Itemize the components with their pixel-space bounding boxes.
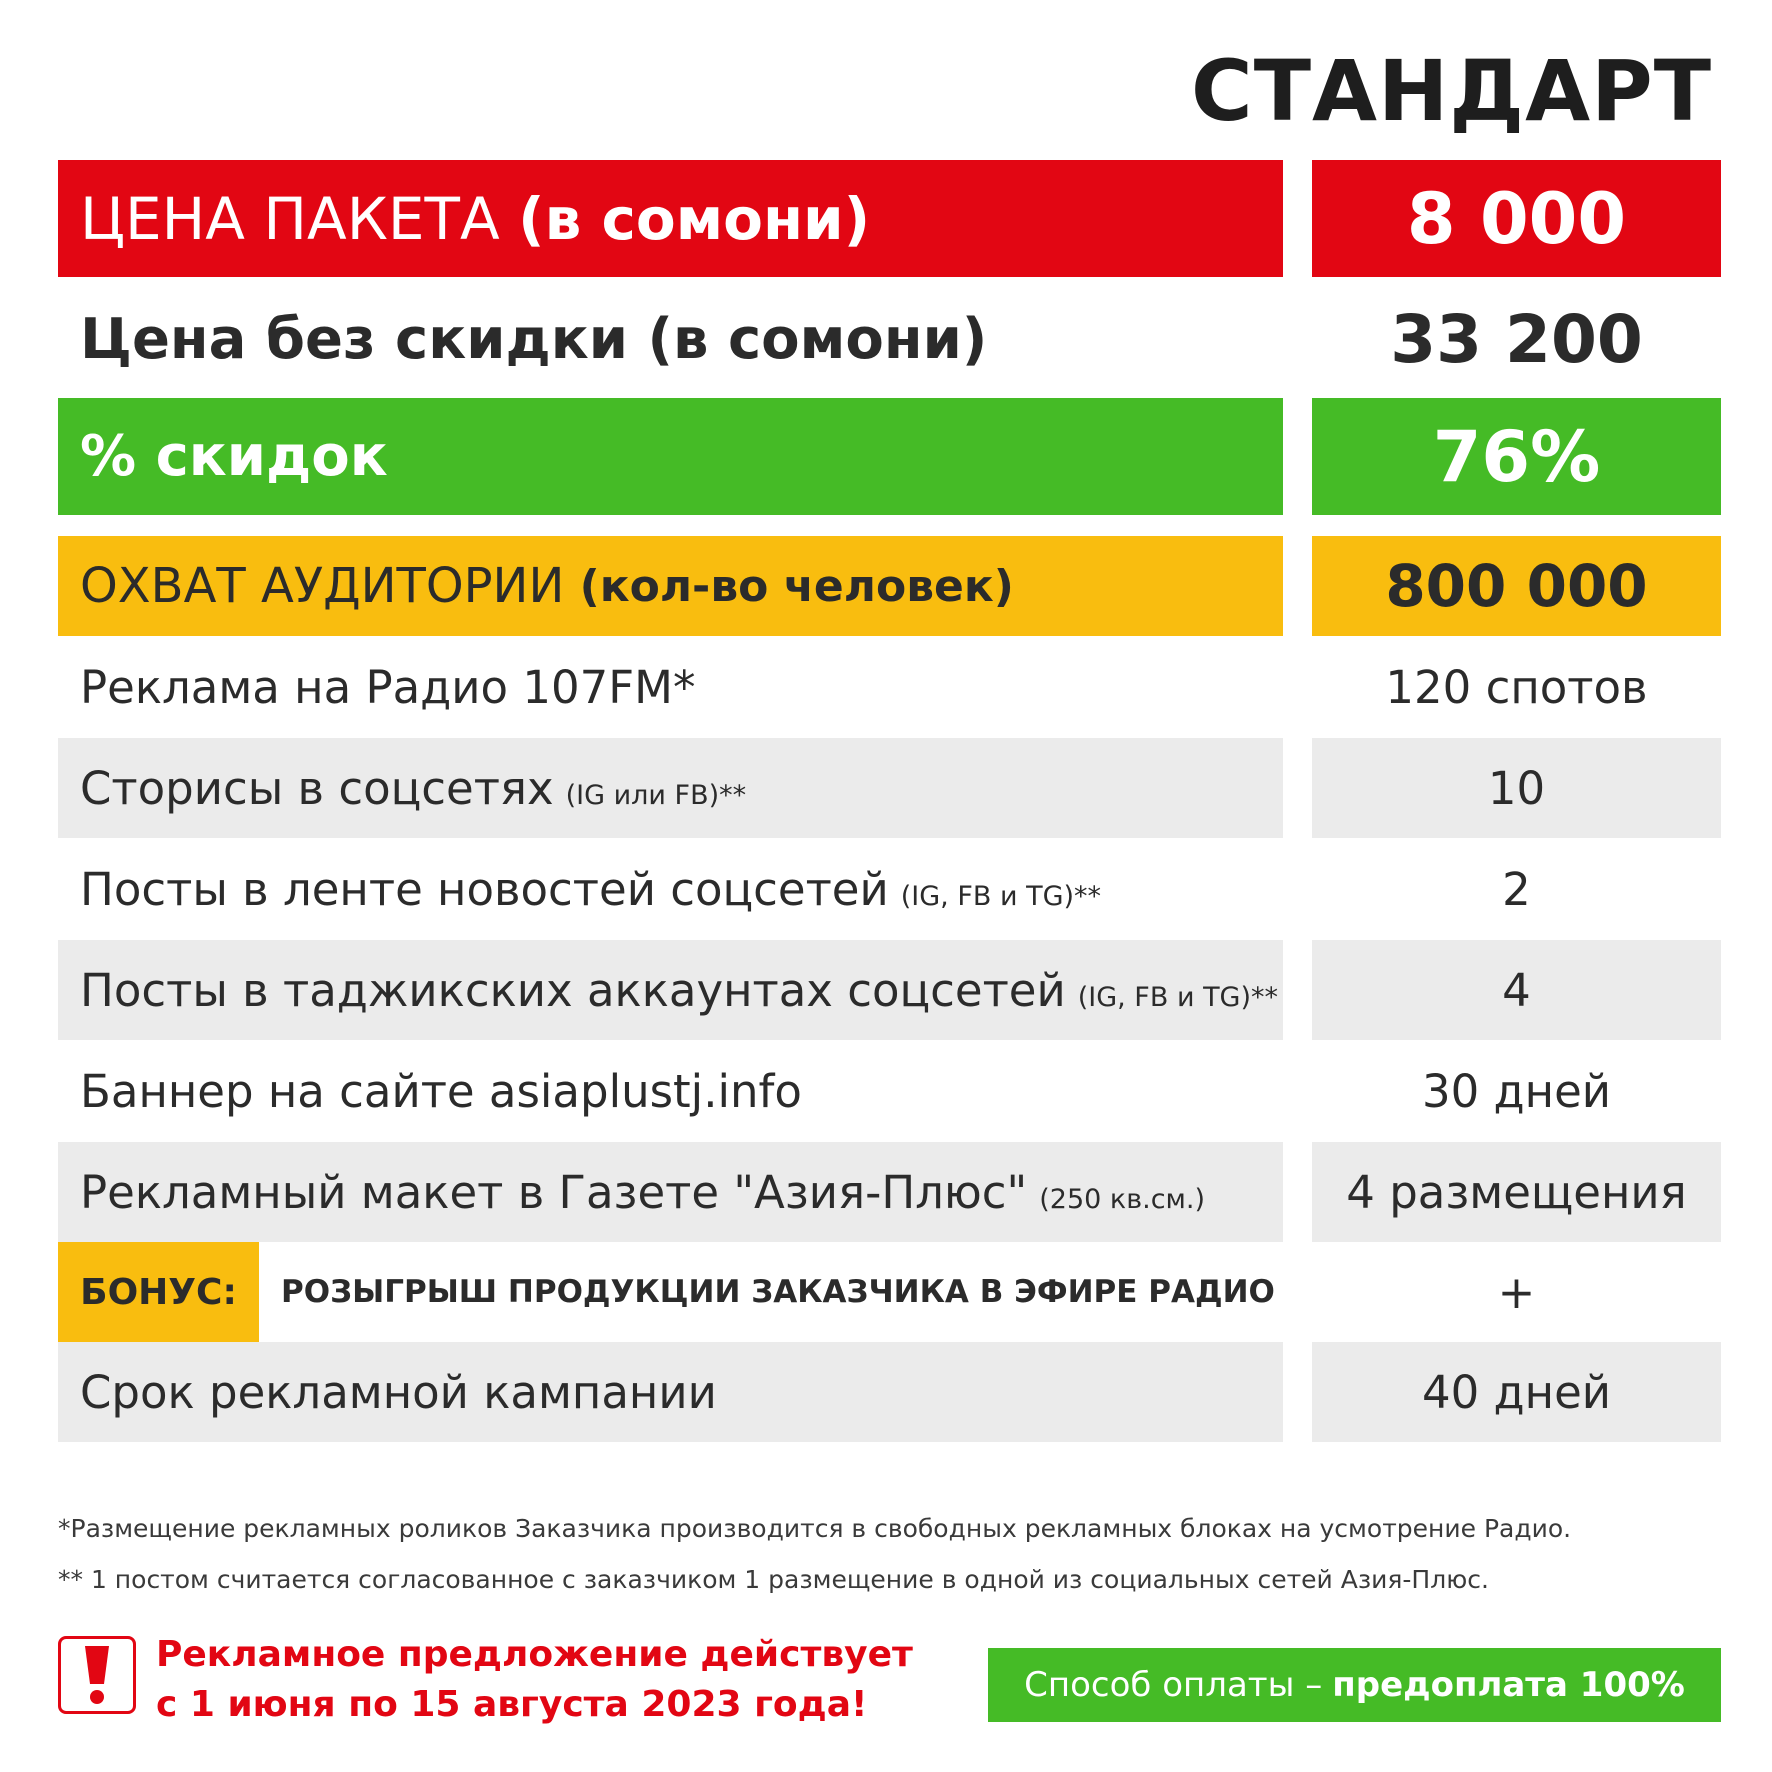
row-value-newspaper: 4 размещения xyxy=(1312,1142,1721,1242)
row-label: Сторисы в соцсетях xyxy=(80,761,554,815)
row-note: (IG или FB)** xyxy=(565,779,747,811)
plan-title: СТАНДАРТ xyxy=(1191,42,1712,140)
exclamation-icon xyxy=(58,1636,136,1714)
price-no-discount-label: Цена без скидки (в сомони) xyxy=(80,307,988,372)
audience-label-unit: (кол-во человек) xyxy=(579,560,1014,612)
price-no-discount-value: 33 200 xyxy=(1390,301,1643,378)
table-row-tajik-posts xyxy=(58,940,1283,1040)
package-price-label-main: ЦЕНА ПАКЕТА xyxy=(80,184,500,253)
offer-notice xyxy=(156,1630,913,1730)
campaign-value: 40 дней xyxy=(1312,1342,1721,1442)
row-value-feed-posts: 2 xyxy=(1502,862,1531,916)
row-note: (250 кв.см.) xyxy=(1039,1183,1206,1215)
row-note: (IG, FB и TG)** xyxy=(900,880,1102,912)
audience-label-main: ОХВАТ АУДИТОРИИ xyxy=(80,558,565,614)
table-row-feed-posts xyxy=(58,838,1283,940)
row-label: Баннер на сайте asiaplustj.info xyxy=(80,1064,802,1118)
row-label: Посты в ленте новостей соцсетей xyxy=(80,862,889,916)
table-row-banner xyxy=(58,1040,1283,1142)
footnote-posts: ** 1 постом считается согласованное с заказчиком 1 размещение в одной из социальных сетей Азия-Плюс. xyxy=(58,1565,1489,1594)
package-price-label-unit: (в сомони) xyxy=(518,184,871,253)
row-value-radio: 120 спотов xyxy=(1385,660,1648,714)
offer-line-2: с 1 июня по 15 августа 2023 года! xyxy=(156,1684,868,1725)
row-label: Рекламный макет в Газете "Азия-Плюс" xyxy=(80,1165,1028,1219)
row-label: Посты в таджикских аккаунтах соцсетей xyxy=(80,963,1066,1017)
payment-label: Способ оплаты – xyxy=(1024,1665,1323,1705)
package-price-value: 8 000 xyxy=(1312,160,1721,277)
table-row-newspaper xyxy=(58,1142,1283,1242)
discount-value: 76% xyxy=(1312,398,1721,515)
row-value-tajik-posts: 4 xyxy=(1312,940,1721,1040)
offer-line-1: Рекламное предложение действует xyxy=(156,1634,913,1675)
row-note: (IG, FB и TG)** xyxy=(1077,981,1279,1013)
bonus-text: РОЗЫГРЫШ ПРОДУКЦИИ ЗАКАЗЧИКА В ЭФИРЕ РАДИО xyxy=(281,1274,1275,1310)
audience-value: 800 000 xyxy=(1312,536,1721,636)
payment-method-badge xyxy=(988,1648,1721,1722)
payment-value: предоплата 100% xyxy=(1332,1665,1685,1705)
package-price-label xyxy=(58,160,1283,277)
footnote-radio: *Размещение рекламных роликов Заказчика производится в свободных рекламных блоках на усмотрение Радио. xyxy=(58,1514,1572,1543)
row-value-banner: 30 дней xyxy=(1421,1064,1612,1118)
bonus-value: + xyxy=(1497,1265,1536,1319)
row-value-stories: 10 xyxy=(1312,738,1721,838)
table-row-stories xyxy=(58,738,1283,838)
discount-label: % скидок xyxy=(58,398,1283,515)
table-row-radio xyxy=(58,636,1283,738)
bonus-tag: БОНУС: xyxy=(58,1242,259,1342)
row-label: Реклама на Радио 107FM* xyxy=(80,660,696,714)
campaign-label: Срок рекламной кампании xyxy=(58,1342,1283,1442)
audience-label xyxy=(58,536,1283,636)
